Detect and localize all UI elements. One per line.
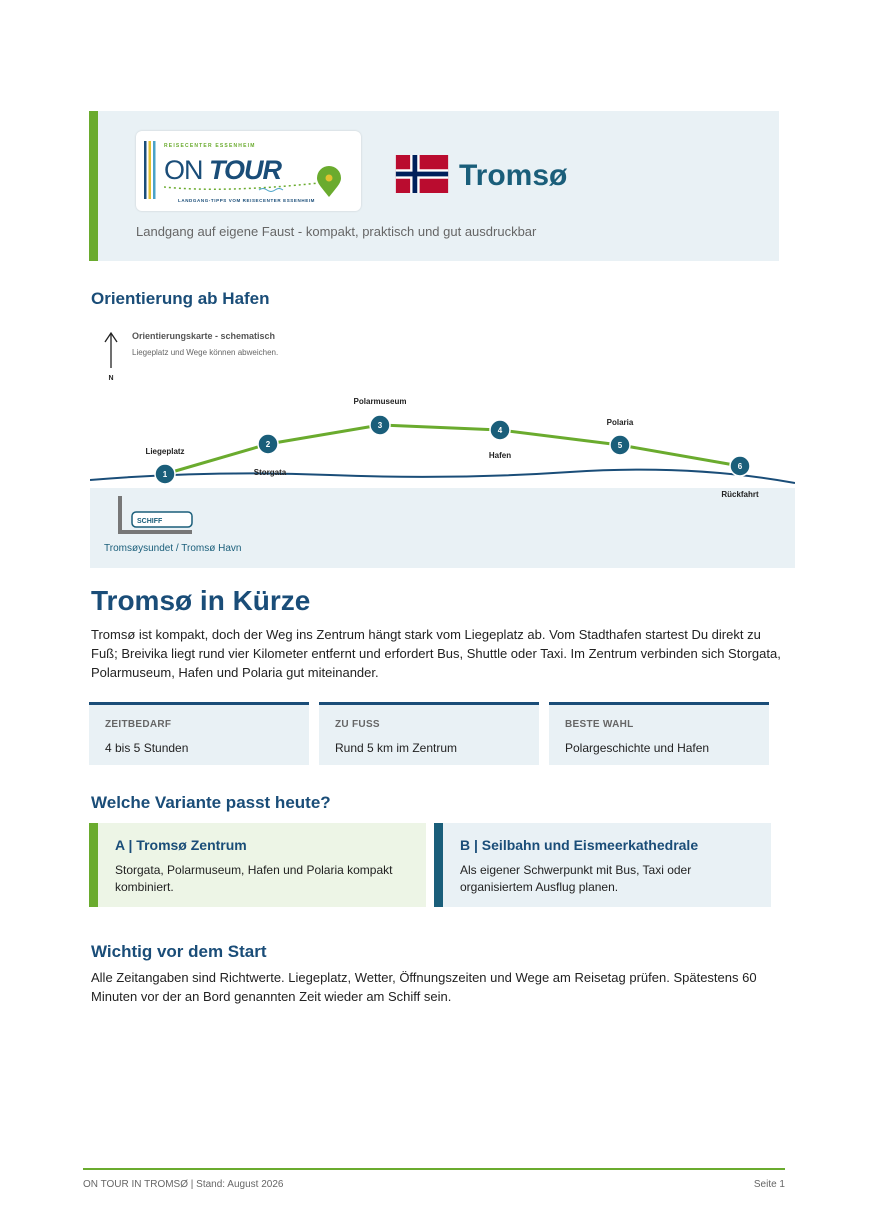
before-start-text: Alle Zeitangaben sind Richtwerte. Liegeplatz, Wetter, Öffnungszeiten und Wege am Reisetag prüfen. Spätestens 60 Minuten vor der an Bord genannten Zeit wieder am Schiff sein. [91,970,757,1004]
map-pin-icon [316,166,342,198]
ship-label: SCHIFF [137,518,163,525]
logo-stripes-icon [144,141,160,201]
variant-title: A | Tromsø Zentrum [115,837,247,853]
fact-value: 4 bis 5 Stunden [105,741,189,755]
header-band [89,111,779,261]
before-start-title: Wichtig vor dem Start [91,942,267,961]
page-number: Seite 1 [753,1179,785,1190]
stop-label: Polarmuseum [353,397,407,406]
fact-value: Polargeschichte und Hafen [565,741,710,755]
stop-number: 6 [737,462,743,471]
variant-text: Als eigener Schwerpunkt mit Bus, Taxi oder organisiertem Ausflug planen. [460,863,692,894]
stop-number: 1 [162,470,168,479]
orientation-map [90,320,795,568]
variants-title: Welche Variante passt heute? [91,793,331,812]
stop-label: Polaria [606,418,634,427]
fact-card-time [89,702,309,765]
map-stop-4 [489,420,511,460]
facts-row [89,702,769,765]
norway-flag-icon [394,155,450,193]
ship-icon [132,512,192,527]
footer-divider [83,1168,785,1170]
fact-label: ZEITBEDARF [105,719,172,730]
stop-label: Hafen [488,451,512,460]
logo-top-text: REISECENTER ESSENHEIM [164,143,256,149]
water-label: Tromsøysundet / Tromsø Havn [104,543,242,554]
fact-card-walk [319,702,539,765]
page-title: Tromsø [459,159,568,192]
page-subtitle: Landgang auf eigene Faust - kompakt, praktisch und gut ausdruckbar [136,224,537,239]
stop-label: Liegeplatz [145,447,185,456]
fact-value: Rund 5 km im Zentrum [335,741,458,755]
overview-text: Tromsø ist kompakt, doch der Weg ins Zentrum hängt stark vom Liegeplatz ab. Vom Stadthafen startest Du direkt zu Fuß; Breivika liegt rund vier Kilometer entfernt und erfordert Bus, Shuttle oder Taxi. Im Zentrum verbinden sich Storgata, Polarmuseum, Hafen und Polaria gut miteinander. [91,627,781,680]
shoreline [90,470,795,483]
variant-card-b [434,823,771,907]
stop-number: 5 [617,441,623,450]
walking-route [165,425,740,474]
stop-number: 4 [497,426,503,435]
stop-label: Rückfahrt [721,490,759,499]
logo-dotted-path-icon [164,181,319,193]
map-stop-1 [145,447,184,484]
logo-main-text: ON TOUR [164,155,282,185]
footer-left-text: ON TOUR IN TROMSØ | Stand: August 2026 [83,1179,284,1190]
variant-card-a [89,823,426,907]
overview-title: Tromsø in Kürze [91,585,311,616]
logo-sub-text: LANDGANG-TIPPS VOM REISECENTER ESSENHEIM [178,198,316,203]
stop-number: 3 [377,421,383,430]
map-svg [90,320,795,568]
fact-card-best [549,702,769,765]
variant-title: B | Seilbahn und Eismeerkathedrale [460,837,699,853]
map-stop-5 [607,418,634,455]
compass-label: N [108,375,114,382]
north-arrow-icon [105,333,117,368]
on-tour-logo [136,131,361,211]
fact-label: ZU FUSS [335,719,380,730]
stop-number: 2 [265,440,271,449]
map-heading: Orientierungskarte - schematisch [132,331,276,341]
stop-label: Storgata [253,468,287,477]
map-section-title: Orientierung ab Hafen [91,289,270,308]
map-note: Liegeplatz und Wege können abweichen. [132,348,279,357]
fact-label: BESTE WAHL [565,719,634,730]
variant-text: Storgata, Polarmuseum, Hafen und Polaria kompakt kombiniert. [115,863,393,894]
